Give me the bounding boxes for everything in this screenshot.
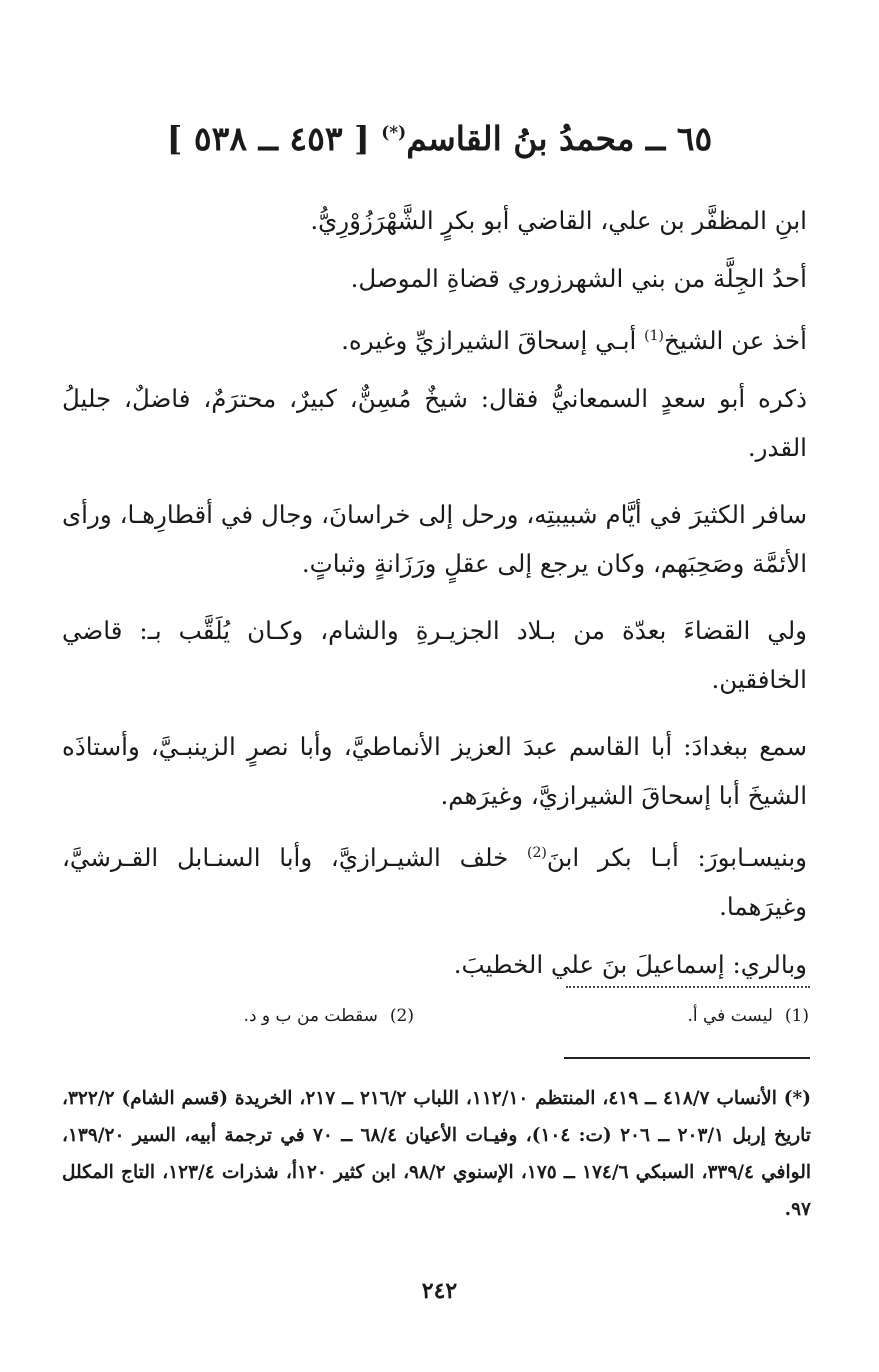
paragraph-teacher: أخذ عن الشيخ$^{(1)}$ أبـي إسحاقَ الشيرازيِّ وغيره. bbox=[341, 326, 807, 356]
paragraph-travels: سافر الكثيرَ في أيَّام شبيبتِه، ورحل إلى خراسانَ، وجال في أقطارِهـا، ورأى الأئمَّة وصَحِبَهم، وكان يرجع إلى عقلٍ ورَزَانةٍ وثباتٍ. bbox=[62, 500, 807, 579]
footnote-2: (2)سقطت من ب و د. bbox=[243, 1006, 414, 1026]
footnote-divider-dotted bbox=[566, 986, 810, 988]
source-marker: (*) bbox=[381, 123, 407, 143]
paragraph-baghdad: سمع ببغدادَ: أبا القاسم عبدَ العزيز الأنماطيَّ، وأبا نصرٍ الزينبـيَّ، وأستاذَه الشيخَ أبا إسحاقَ الشيرازيَّ، وغيرَهم. bbox=[62, 732, 807, 811]
footnote-ref-2: (2) bbox=[526, 845, 547, 862]
entry-number-name: ٦٥ ــ محمدُ بنُ القاسم bbox=[406, 119, 713, 158]
paragraph-lineage: ابنِ المظفَّر بن علي، القاضي أبو بكرٍ الشَّهْرَزُوْرِيُّ. bbox=[310, 206, 807, 235]
entry-dates: [ ٤٥٣ ــ ٥٣٨ ] bbox=[166, 119, 370, 158]
paragraph-nishapur: وبنيسـابورَ: أبـا بكر ابنَ$^{(2)}$ خلف الشيـرازيَّ، وأبا السنـابل القـرشيَّ، وغيرَهما. bbox=[62, 843, 807, 922]
footnote-1: (1)ليست في أ. bbox=[687, 1006, 809, 1026]
paragraph-rayy: وبالري: إسماعيلَ بنَ علي الخطيبَ. bbox=[453, 950, 807, 980]
entry-heading bbox=[0, 108, 879, 164]
paragraph-family: أحدُ الجِلَّة من بني الشهرزوري قضاةِ الموصل. bbox=[350, 264, 807, 293]
sources-note: (*) الأنساب ٤١٨/٧ ــ ٤١٩، المنتظم ١١٢/١٠، اللباب ٢١٦/٢ ــ ٢١٧، الخريدة (قسم الشام) ٣٢٢/٢، تاريخ إربل ٢٠٣/١ ــ ٢٠٦ (ت: ١٠٤)، وفيـات الأعيان ٦٨/٤ ــ ٧٠ في ترجمة أبيه، السير ١٣٩/٢٠، الوافي ٣٣٩/٤، السبكي ١٧٤/٦ ــ ١٧٥، الإسنوي ٩٨/٢، ابن كثير ١٢٠أ، شذرات ١٢٣/٤، التاج المكلل ٩٧. bbox=[62, 1088, 811, 1220]
footnotes bbox=[70, 1000, 809, 1032]
footnote-ref-1: (1) bbox=[644, 328, 664, 344]
paragraph-samani: ذكره أبو سعدٍ السمعانيُّ فقال: شيخٌ مُسِنٌّ، كبيرٌ، محترَمٌ، فاضلٌ، جليلُ القدر. bbox=[62, 384, 807, 463]
paragraph-judgeship: ولي القضاءَ بعدّة من بـلاد الجزيـرةِ والشام، وكـان يُلَقَّب بـ: قاضي الخافقين. bbox=[62, 616, 807, 695]
biography-text bbox=[62, 196, 807, 998]
sources-divider bbox=[564, 1057, 810, 1059]
page-number: ٢٤٢ bbox=[421, 1278, 458, 1304]
